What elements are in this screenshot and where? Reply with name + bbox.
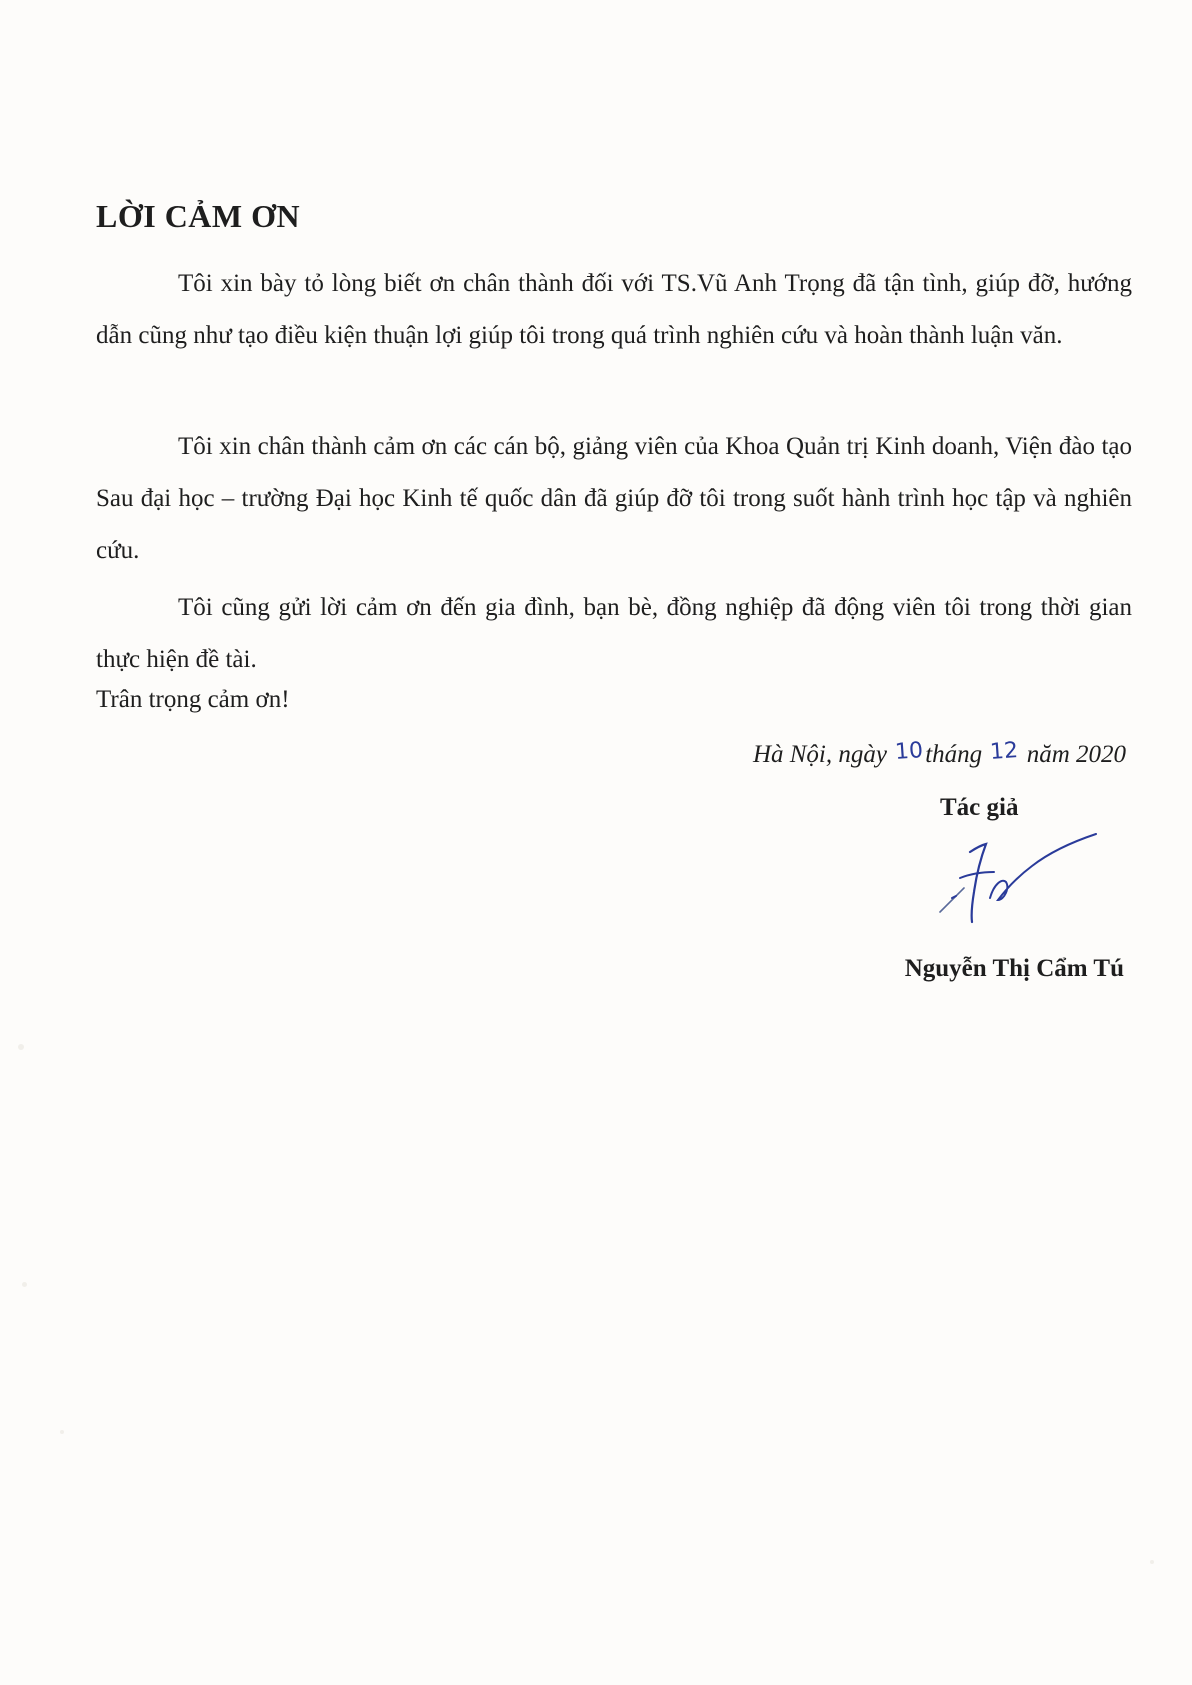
scan-speck	[60, 1430, 64, 1434]
author-label: Tác giả	[940, 794, 1019, 821]
date-prefix: Hà Nội, ngày	[752, 741, 887, 768]
date-month-word: tháng	[925, 741, 983, 768]
date-line	[752, 738, 1126, 769]
handwritten-day: 10	[894, 738, 925, 765]
acknowledgement-paragraph-3: Tôi cũng gửi lời cảm ơn đến gia đình, bạn bè, đồng nghiệp đã động viên tôi trong thời gian thực hiện đề tài.	[96, 594, 1132, 673]
signature-icon	[920, 812, 1110, 928]
scan-speck	[18, 1044, 24, 1050]
scan-speck	[1150, 1560, 1154, 1564]
handwritten-month: 12	[989, 738, 1020, 765]
closing-line: Trân trọng cảm ơn!	[96, 686, 290, 713]
page-title: LỜI CẢM ƠN	[96, 198, 301, 234]
date-year: năm 2020	[1026, 741, 1126, 768]
acknowledgement-paragraph-2: Tôi xin chân thành cảm ơn các cán bộ, giảng viên của Khoa Quản trị Kinh doanh, Viện đào tạo Sau đại học – trường Đại học Kinh tế quốc dân đã giúp đỡ tôi trong suốt hành trình học tập và nghiên cứu.	[96, 433, 1132, 564]
acknowledgement-paragraph-1: Tôi xin bày tỏ lòng biết ơn chân thành đối với TS.Vũ Anh Trọng đã tận tình, giúp đỡ, hướng dẫn cũng như tạo điều kiện thuận lợi giúp tôi trong quá trình nghiên cứu và hoàn thành luận văn.	[96, 270, 1132, 349]
author-name: Nguyễn Thị Cẩm Tú	[904, 955, 1124, 982]
scan-speck	[22, 1282, 27, 1287]
